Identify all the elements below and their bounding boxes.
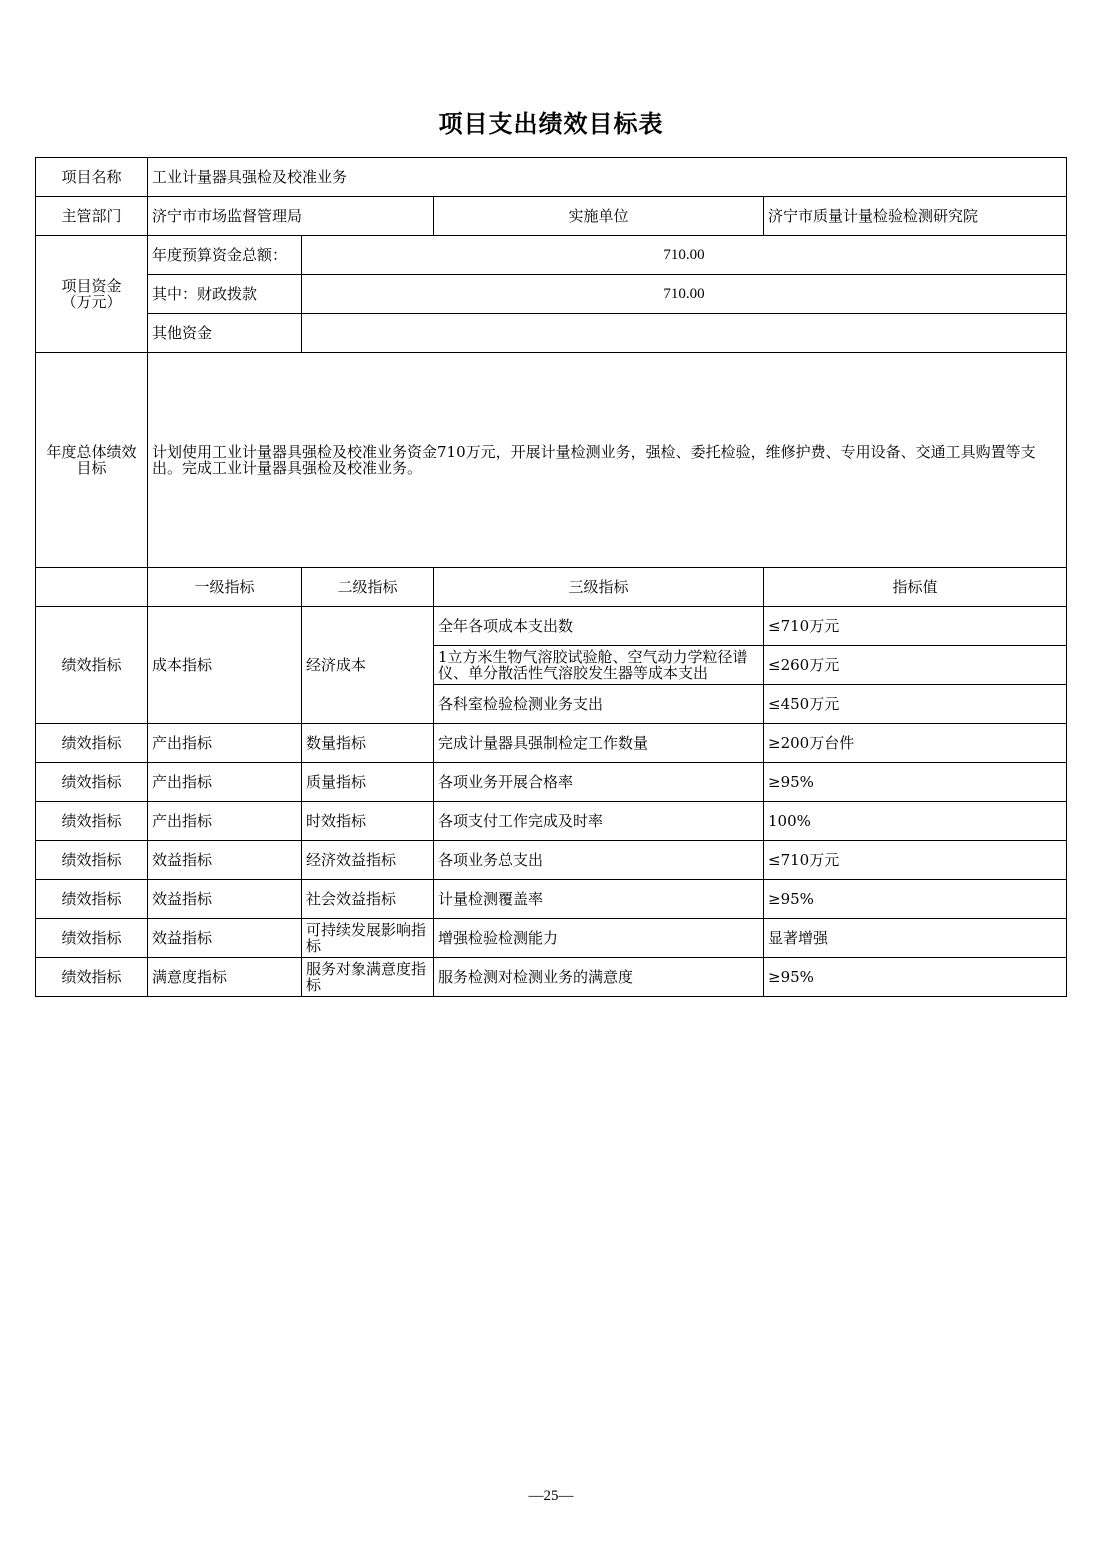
fund-other-value	[302, 314, 1067, 353]
indicator-category: 绩效指标	[36, 841, 148, 880]
implementing-unit-label: 实施单位	[434, 197, 764, 236]
fund-fiscal-value: 710.00	[302, 275, 1067, 314]
indicator-category: 绩效指标	[36, 880, 148, 919]
cost-level3: 1立方米生物气溶胶试验舱、空气动力学粒径谱仪、单分散活性气溶胶发生器等成本支出	[434, 646, 764, 685]
project-name-row	[36, 158, 1067, 197]
fund-total-label: 年度预算资金总额：	[148, 236, 302, 275]
indicator-level3: 增强检验检测能力	[434, 919, 764, 958]
header-level1: 一级指标	[148, 568, 302, 607]
fund-total-value: 710.00	[302, 236, 1067, 275]
cost-value: ≤450万元	[764, 685, 1067, 724]
indicator-level1: 产出指标	[148, 763, 302, 802]
indicator-category: 绩效指标	[36, 802, 148, 841]
indicator-row	[36, 958, 1067, 997]
indicator-level1: 满意度指标	[148, 958, 302, 997]
indicator-category: 绩效指标	[36, 919, 148, 958]
annual-goal-label-line2: 目标	[76, 459, 107, 477]
indicator-level2: 数量指标	[302, 724, 434, 763]
project-funds-label-line2: （万元）	[61, 293, 122, 311]
header-value: 指标值	[764, 568, 1067, 607]
project-name-value: 工业计量器具强检及校准业务	[148, 158, 1067, 197]
indicator-value: 100%	[764, 802, 1067, 841]
project-funds-label-line1: 项目资金	[61, 277, 122, 295]
project-funds-label	[36, 236, 148, 353]
indicator-value: ≥95%	[764, 958, 1067, 997]
indicator-value: ≥200万台件	[764, 724, 1067, 763]
indicator-row	[36, 841, 1067, 880]
indicator-level1: 效益指标	[148, 919, 302, 958]
indicator-level2: 可持续发展影响指标	[302, 919, 434, 958]
indicator-level1: 效益指标	[148, 841, 302, 880]
page-title: 项目支出绩效目标表	[438, 110, 664, 138]
fund-fiscal-label: 其中：财政拨款	[148, 275, 302, 314]
indicator-level3: 服务检测对检测业务的满意度	[434, 958, 764, 997]
fund-total-row	[36, 236, 1067, 275]
indicator-category: 绩效指标	[36, 958, 148, 997]
annual-goal-label-line1: 年度总体绩效	[46, 443, 137, 461]
annual-goal-label	[36, 353, 148, 568]
indicator-level2: 质量指标	[302, 763, 434, 802]
indicator-level2: 社会效益指标	[302, 880, 434, 919]
cost-row-1	[36, 607, 1067, 646]
indicator-level1: 产出指标	[148, 724, 302, 763]
department-row	[36, 197, 1067, 236]
indicator-category: 绩效指标	[36, 724, 148, 763]
annual-goal-text: 计划使用工业计量器具强检及校准业务资金710万元，开展计量检测业务，强检、委托检验，维修护费、专用设备、交通工具购置等支出。完成工业计量器具强检及校准业务。	[148, 353, 1067, 568]
indicator-level1: 效益指标	[148, 880, 302, 919]
indicator-level2: 服务对象满意度指标	[302, 958, 434, 997]
indicator-category: 绩效指标	[36, 763, 148, 802]
indicator-value: ≥95%	[764, 763, 1067, 802]
indicator-value: 显著增强	[764, 919, 1067, 958]
indicator-level3: 各项支付工作完成及时率	[434, 802, 764, 841]
project-name-label: 项目名称	[36, 158, 148, 197]
indicator-header-row	[36, 568, 1067, 607]
department-value: 济宁市市场监督管理局	[148, 197, 434, 236]
indicator-level1: 产出指标	[148, 802, 302, 841]
department-label: 主管部门	[36, 197, 148, 236]
indicator-level3: 计量检测覆盖率	[434, 880, 764, 919]
implementing-unit-value: 济宁市质量计量检验检测研究院	[764, 197, 1067, 236]
header-level3: 三级指标	[434, 568, 764, 607]
cost-category: 绩效指标	[36, 607, 148, 724]
fund-fiscal-row	[36, 275, 1067, 314]
header-level2: 二级指标	[302, 568, 434, 607]
cost-level1: 成本指标	[148, 607, 302, 724]
indicator-header-blank	[36, 568, 148, 607]
annual-goal-row	[36, 353, 1067, 568]
indicator-row	[36, 802, 1067, 841]
indicator-row	[36, 880, 1067, 919]
cost-value: ≤260万元	[764, 646, 1067, 685]
cost-level3: 全年各项成本支出数	[434, 607, 764, 646]
fund-other-row	[36, 314, 1067, 353]
indicator-value: ≤710万元	[764, 841, 1067, 880]
indicator-value: ≥95%	[764, 880, 1067, 919]
indicator-row	[36, 724, 1067, 763]
indicator-level3: 完成计量器具强制检定工作数量	[434, 724, 764, 763]
indicator-level2: 时效指标	[302, 802, 434, 841]
indicator-level3: 各项业务开展合格率	[434, 763, 764, 802]
cost-level2: 经济成本	[302, 607, 434, 724]
fund-other-label: 其他资金	[148, 314, 302, 353]
cost-level3: 各科室检验检测业务支出	[434, 685, 764, 724]
indicator-level3: 各项业务总支出	[434, 841, 764, 880]
indicator-level2: 经济效益指标	[302, 841, 434, 880]
performance-target-table	[35, 157, 1067, 997]
cost-value: ≤710万元	[764, 607, 1067, 646]
indicator-row	[36, 919, 1067, 958]
page-number: —25—	[528, 1488, 574, 1504]
indicator-row	[36, 763, 1067, 802]
